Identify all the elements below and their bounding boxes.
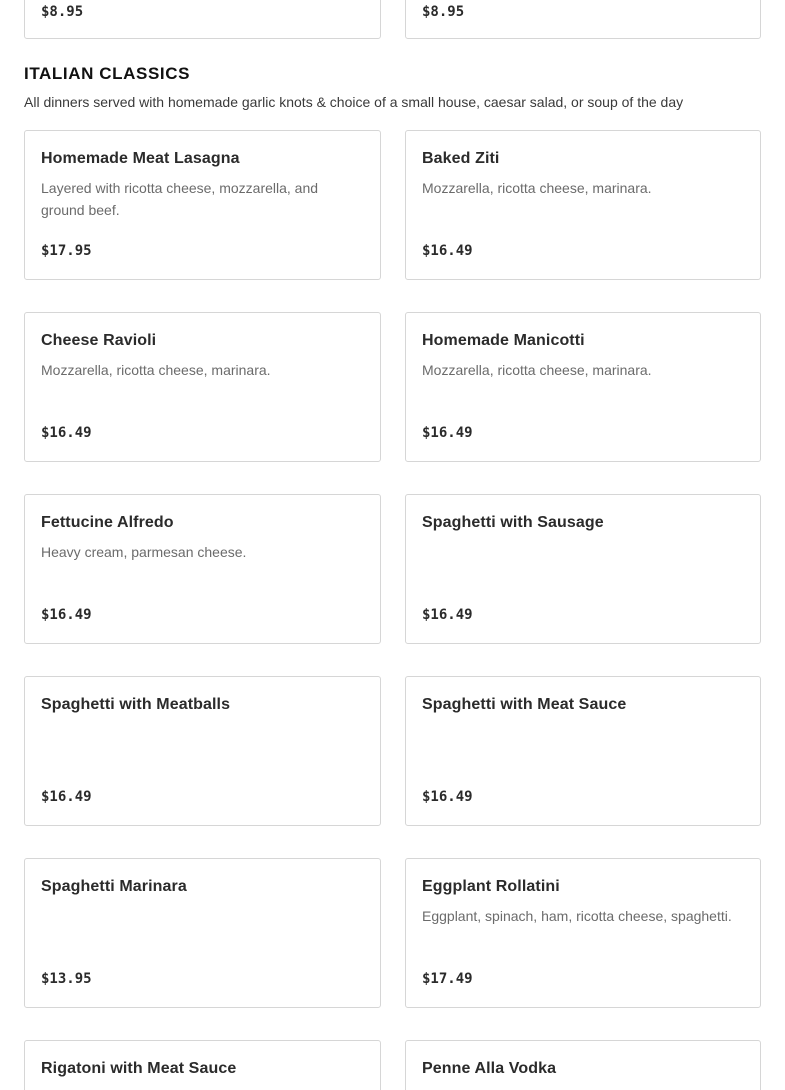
menu-item-price: $8.95	[41, 4, 84, 20]
menu-item-card[interactable]	[24, 312, 381, 462]
menu-item-description: Mozzarella, ricotta cheese, marinara.	[422, 180, 652, 196]
section-subtitle: All dinners served with homemade garlic knots & choice of a small house, caesar salad, or soup of the day	[24, 94, 684, 110]
menu-item-card[interactable]	[405, 676, 761, 826]
menu-item-price: $16.49	[422, 243, 473, 259]
menu-item-card[interactable]	[24, 494, 381, 644]
menu-item-name: Spaghetti with Meatballs	[41, 696, 231, 713]
menu-item-name: Spaghetti Marinara	[41, 878, 187, 895]
menu-item-price: $17.49	[422, 971, 473, 987]
menu-item-name: Penne Alla Vodka	[422, 1060, 557, 1077]
menu-item-description: Mozzarella, ricotta cheese, marinara.	[41, 362, 271, 378]
menu-item-price: $16.49	[422, 607, 473, 623]
menu-item-price: $16.49	[41, 607, 92, 623]
menu-item-name: Eggplant Rollatini	[422, 878, 560, 895]
menu-item-name: Rigatoni with Meat Sauce	[41, 1060, 237, 1077]
menu-item-price: $17.95	[41, 243, 92, 259]
menu-item-price: $8.95	[422, 4, 465, 20]
menu-item-price: $16.49	[41, 425, 92, 441]
menu-item-price: $16.49	[422, 425, 473, 441]
menu-item-description: Mozzarella, ricotta cheese, marinara.	[422, 362, 652, 378]
menu-item-name: Baked Ziti	[422, 150, 500, 167]
menu-item-card[interactable]	[24, 1040, 381, 1090]
menu-item-name: Homemade Manicotti	[422, 332, 585, 349]
menu-item-name: Homemade Meat Lasagna	[41, 150, 240, 167]
menu-item-price: $16.49	[41, 789, 92, 805]
menu-item-card[interactable]	[405, 0, 761, 39]
menu-item-description: Eggplant, spinach, ham, ricotta cheese, spaghetti.	[422, 908, 732, 924]
menu-item-description: Heavy cream, parmesan cheese.	[41, 544, 247, 560]
menu-item-card[interactable]	[24, 130, 381, 280]
menu-item-name: Fettucine Alfredo	[41, 514, 174, 531]
menu-item-price: $13.95	[41, 971, 92, 987]
menu-item-card[interactable]	[24, 676, 381, 826]
menu-item-card[interactable]	[405, 858, 761, 1008]
menu-item-name: Cheese Ravioli	[41, 332, 157, 349]
menu-item-price: $16.49	[422, 789, 473, 805]
menu-item-name: Spaghetti with Meat Sauce	[422, 696, 627, 713]
menu-item-name: Spaghetti with Sausage	[422, 514, 604, 531]
menu-item-card[interactable]	[405, 312, 761, 462]
menu-item-card[interactable]	[24, 0, 381, 39]
menu-item-card[interactable]	[405, 1040, 761, 1090]
menu-item-description: Layered with ricotta cheese, mozzarella, and ground beef.	[41, 180, 319, 218]
menu-item-card[interactable]	[405, 494, 761, 644]
menu-item-card[interactable]	[405, 130, 761, 280]
section-title: ITALIAN CLASSICS	[24, 64, 191, 83]
menu-item-card[interactable]	[24, 858, 381, 1008]
